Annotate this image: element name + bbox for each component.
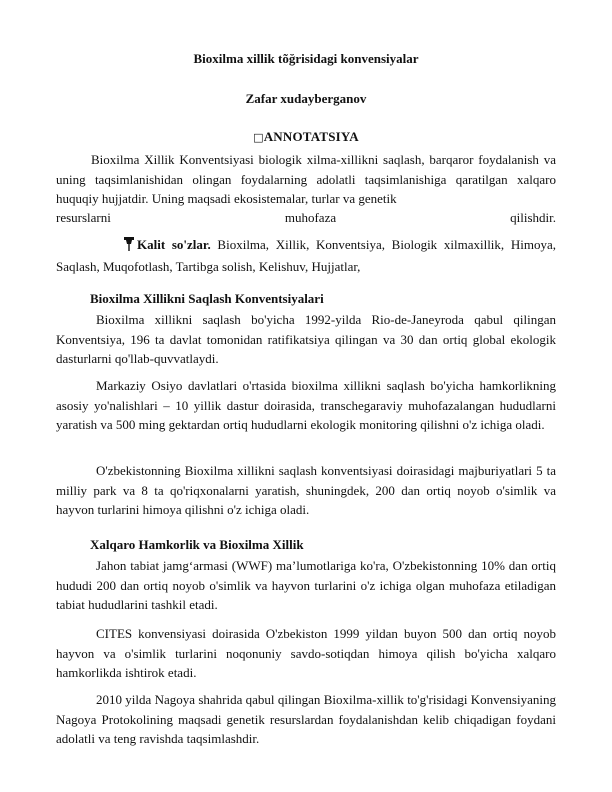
keywords-text: Bioxilma, Xillik, Konventsiya, Biologik xilmaxillik, Himoya, Saqlash, Muqofotlash, Tartibga solish, Kelishuv, Hujjatlar, bbox=[56, 237, 556, 274]
box-glyph-icon: □ bbox=[253, 131, 264, 144]
section1-paragraph-1: Bioxilma xillikni saqlash bo'yicha 1992-yilda Rio-de-Janeyroda qabul qilingan Konventsiya, 196 ta davlat tomonidan ratifikatsiya qilingan va 30 dan ortiq global ekologik dasturlarni qo'llab-quvvatlaydi. bbox=[56, 312, 556, 366]
annotation-tail-2: muhofaza bbox=[284, 210, 337, 225]
keywords-paragraph bbox=[56, 235, 556, 276]
section2-paragraph-2: CITES konvensiyasi doirasida O'zbekiston 1999 yildan buyon 500 dan ortiq noyob hayvon va o'simlik turlarini noqonuniy savdo-sotiqdan himoya qilish bo'yicha xalqaro hamkorlikda ishtirok etadi. bbox=[56, 626, 556, 680]
annotation-last-line bbox=[56, 208, 556, 228]
section1-paragraph-2: Markaziy Osiyo davlatlari o'rtasida bioxilma xillikni saqlash bo'yicha hamkorlikning asosiy yo'nalishlari – 10 yillik dastur doirasida, transchegaraviy muhofazalangan hududlarni yaratish va 500 ming gektardan ortiq hududlarni ekologik monitoring qilishni o'z ichiga oladi. bbox=[56, 378, 556, 432]
keywords-label: Kalit so'zlar. bbox=[137, 237, 211, 252]
section2-paragraph-3: 2010 yilda Nagoya shahrida qabul qilingan Bioxilma-xillik to'g'risidagi Konvensiyaning Nagoya Protokolining maqsadi genetik resurslardan foydalanishdan kelib chiqadigan foydani adolatli va teng ravishda taqsimlashdir. bbox=[56, 692, 556, 746]
pin-icon bbox=[90, 237, 134, 257]
section2-heading: Xalqaro Hamkorlik va Bioxilma Xillik bbox=[90, 537, 304, 552]
annotation-heading bbox=[56, 129, 556, 145]
document-title: Bioxilma xillik tõğrisidagi konvensiyalar bbox=[193, 51, 419, 66]
annotation-tail-1: resurslarni bbox=[56, 210, 111, 225]
annotation-tail-3: qilishdir. bbox=[510, 210, 556, 225]
section1-paragraph-3: O'zbekistonning Bioxilma xillikni saqlash konventsiyasi doirasidagi majburiyatlari 5 ta milliy park va 8 ta qo'riqxonalarni yaratish, shuningdek, 200 dan ortiq noyob o'simlik va hayvon turlarini himoya qilishni o'z ichiga oladi. bbox=[56, 463, 556, 517]
section2-paragraph-1: Jahon tabiat jamg‘armasi (WWF) ma’lumotlariga ko'ra, O'zbekistonning 10% dan ortiq hududi 200 dan ortiq noyob o'simlik va hayvon turlarini o'z ichiga olgan muhofaza etiladigan tabiat hududlarini tashkil etadi. bbox=[56, 558, 556, 612]
annotation-body: Bioxilma Xillik Konventsiyasi biologik xilma-xillikni saqlash, barqaror foydalanish va uning taqsimlanishidan olingan foydalarning adolatli taqsimlanishiga qaratilgan xalqaro huquqiy hujjatdir. Uning maqsadi ekosistemalar, turlar va genetik bbox=[56, 152, 556, 206]
section1-heading: Bioxilma Xillikni Saqlash Konventsiyalari bbox=[90, 291, 324, 306]
annotation-text bbox=[56, 150, 556, 209]
author-name: Zafar xudayberganov bbox=[245, 91, 367, 106]
annotation-heading-text: ANNOTATSIYA bbox=[263, 129, 359, 144]
